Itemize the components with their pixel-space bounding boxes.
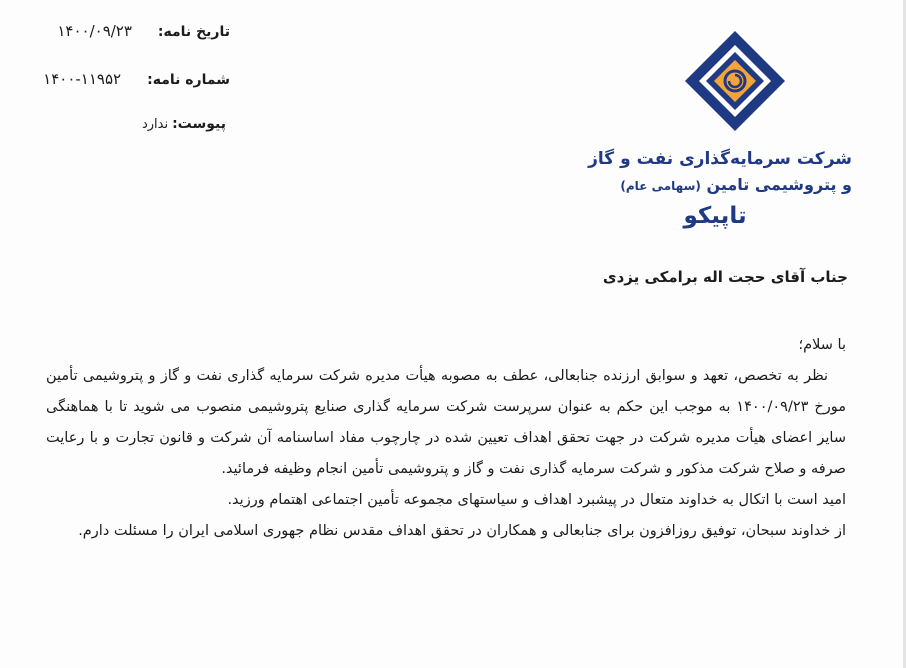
company-brand: تاپیکو [683, 203, 747, 229]
letter-date [57, 22, 230, 40]
letter-attachment [142, 116, 226, 132]
attachment-value: ندارد [141, 117, 169, 132]
date-value: ۱۴۰۰/۰۹/۲۳ [57, 22, 132, 40]
recipient: جناب آقای حجت اله برامکی یزدی [602, 268, 848, 286]
paragraph-2: امید است با اتکال به خداوند متعال در پیشبرد اهداف و سیاستهای مجموعه تأمین اجتماعی اهتمام ورزید. [227, 492, 846, 508]
number-label: شماره نامه: [147, 72, 230, 88]
paragraph-3: از خداوند سبحان، توفیق روزافزون برای جنابعالی و همکاران در تحقق اهداف مقدس نظام جهوری اسلامی ایران را مسئلت دارم. [78, 523, 846, 539]
company-name-block [588, 146, 852, 233]
date-label: تاریخ نامه: [157, 24, 230, 40]
company-name-line1: شرکت سرمایه‌گذاری نفت و گاز [588, 149, 852, 169]
letter-body [46, 330, 846, 547]
company-logo-icon [684, 30, 786, 132]
letter-number [43, 70, 230, 88]
attachment-label: پیوست: [172, 116, 226, 132]
greeting: با سلام؛ [798, 337, 846, 353]
company-name-line2-text: و پتروشیمی تامین [706, 175, 852, 194]
paragraph-1: نظر به تخصص، تعهد و سوابق ارزنده جنابعالی، عطف به مصوبه هیأت مدیره شرکت سرمایه گذاری نفت و گاز و پتروشیمی تأمین مورخ ۱۴۰۰/۰۹/۲۳ به موجب این حکم به عنوان سرپرست شرکت سرمایه گذاری صنایع پتروشیمی منصوب می شوید تا با هماهنگی سایر اعضای هیأت مدیره شرکت در جهت تحقق اهداف تعیین شده در چارچوب مفاد اساسنامه آن شرکت و قانون تجارت و با رعایت صرفه و صلاح شرکت مذکور و شرکت سرمایه گذاری نفت و گاز و پتروشیمی تأمین انجام وظیفه فرمائید. [46, 368, 846, 477]
number-value: ۱۴۰۰-۱۱۹۵۲ [43, 70, 122, 88]
company-type: (سهامی عام) [620, 179, 701, 193]
company-name-line2 [588, 172, 852, 199]
